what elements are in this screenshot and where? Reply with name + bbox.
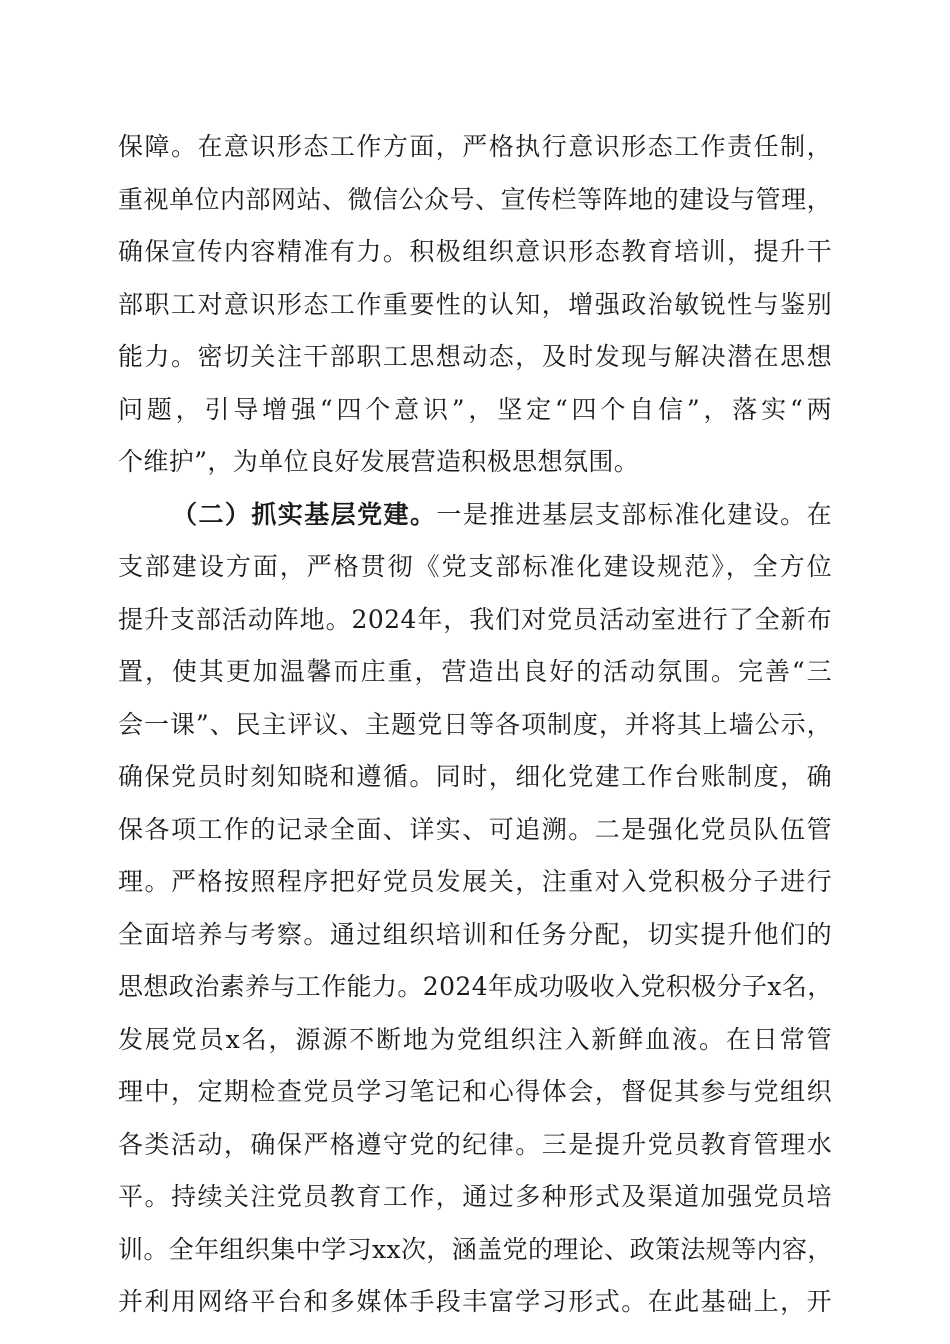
text-line: 确保宣传内容精准有力。积极组织意识形态教育培训，提升干 xyxy=(118,237,832,266)
text-line: 提升支部活动阵地。2024年，我们对党员活动室进行了全新布 xyxy=(118,604,832,634)
text-line: 各类活动，确保严格遵守党的纪律。三是提升党员教育管理水 xyxy=(118,1129,832,1159)
text-line: 确保党员时刻知晓和遵循。同时，细化党建工作台账制度，确 xyxy=(118,762,832,791)
text-line: 理中，定期检查党员学习笔记和心得体会，督促其参与党组织 xyxy=(118,1077,832,1106)
section-heading-line xyxy=(118,489,832,542)
text-line: 问题，引导增强“四个意识”，坚定“四个自信”，落实“两 xyxy=(118,394,832,424)
section-heading: （二）抓实基层党建。 xyxy=(172,499,437,529)
text-line: 能力。密切关注干部职工思想动态，及时发现与解决潜在思想 xyxy=(118,342,832,371)
text-line: 个维护”，为单位良好发展营造积极思想氛围。 xyxy=(118,447,640,476)
text-line: 训。全年组织集中学习xx次，涵盖党的理论、政策法规等内容， xyxy=(118,1234,833,1264)
text-line: 思想政治素养与工作能力。2024年成功吸收入党积极分子x名， xyxy=(118,972,833,1001)
text-line: 重视单位内部网站、微信公众号、宣传栏等阵地的建设与管理， xyxy=(118,184,832,214)
text-line: 平。持续关注党员教育工作，通过多种形式及渠道加强党员培 xyxy=(118,1182,832,1211)
text-line: 保障。在意识形态工作方面，严格执行意识形态工作责任制， xyxy=(118,132,832,161)
text-line: 理。严格按照程序把好党员发展关，注重对入党积极分子进行 xyxy=(118,867,832,896)
body-text xyxy=(118,121,832,1329)
text-line: 支部建设方面，严格贯彻《党支部标准化建设规范》，全方位 xyxy=(118,552,832,581)
text-line: 保各项工作的记录全面、详实、可追溯。二是强化党员队伍管 xyxy=(118,814,832,844)
text-line: 全面培养与考察。通过组织培训和任务分配，切实提升他们的 xyxy=(118,919,832,949)
text-line: 会一课”、民主评议、主题党日等各项制度，并将其上墙公示， xyxy=(118,709,832,739)
text-line: 发展党员x名，源源不断地为党组织注入新鲜血液。在日常管 xyxy=(118,1024,832,1054)
text-line: 并利用网络平台和多媒体手段丰富学习形式。在此基础上，开 xyxy=(118,1287,832,1316)
text-line: 置，使其更加温馨而庄重，营造出良好的活动氛围。完善“三 xyxy=(118,657,832,686)
section-heading-rest: 一是推进基层支部标准化建设。在 xyxy=(436,499,832,529)
text-line: 部职工对意识形态工作重要性的认知，增强政治敏锐性与鉴别 xyxy=(118,289,832,319)
